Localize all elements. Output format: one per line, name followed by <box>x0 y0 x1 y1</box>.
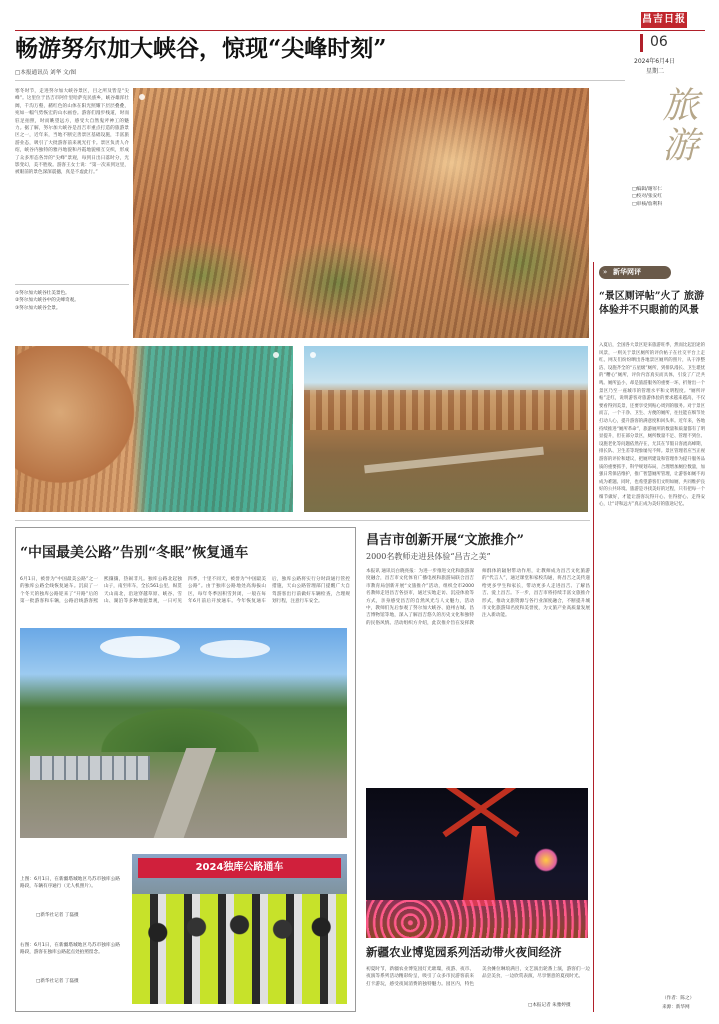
main-byline-rule <box>15 80 625 81</box>
photo-caption-2: ②努尔加大峡谷中的尖峰奇观。 <box>15 298 79 304</box>
editor-credits <box>632 186 698 208</box>
road-credit-top: □新华社记者 丁磊摄 <box>36 913 79 918</box>
main-photo-captions <box>15 290 129 312</box>
photo-number-marker <box>139 94 145 100</box>
culture-headline: 昌吉市创新开展“文旅推介” <box>366 533 524 548</box>
section-title: 旅游 <box>657 86 698 166</box>
culture-subheadline: 2000名教师走进县体验“昌吉之美” <box>366 552 491 561</box>
photo-caption-1: ①努尔加大峡谷壮美景色。 <box>15 291 70 296</box>
photo-number-marker <box>273 352 279 358</box>
sidebar-body: 入夏后，全国各大景区迎来旅游旺季，然而比起沿途的风景，一则关于景区厕所的评价帖子在社交平台上走红。网友们纷纷晒出各地景区厕所的照片，从干净整洁、设施齐全的“五星级”厕所，到排队漫长、卫生堪忧的“糟心”厕所，评价内容真实而具体，引发了广泛共鸣。厕所虽小，却是旅游服务的重要一环，折射出一个景区乃至一座城市的管理水平和文明程度。“厕所评帖”走红，说明游客对旅游体验的要求越来越高，不仅要看得到美景，还要享受到贴心周到的服务。对于景区而言，一个干净、卫生、方便的厕所，往往能在细节处打动人心，提升游客的满意度和回头率。近年来，各地持续推进“厕所革命”，旅游厕所的数量和质量都有了明显提升，但在部分景区，厕所数量不足、管理不到位、设施老化等问题依然存在，尤其在节假日客流高峰期，排长队、卫生差等现象屡见不鲜。景区管理者应当正视游客的评价和建议，把厕所建设和管理作为提升服务品质的重要抓手，科学规划布局，合理增加厕位数量，加强日常保洁维护，推广智慧厕所管理，让游客如厕不再成为难题。同时，也希望游客们文明如厕，共同维护良好的公共环境。旅游是寻找美好的过程，只有把每一个细节做好，才能让游客玩得开心、住得舒心、走得安心，让“诗和远方”真正成为美好的旅途记忆。 <box>599 343 705 508</box>
main-byline: □本报通讯员 刘华 文/图 <box>15 70 77 76</box>
riders-group <box>132 894 347 1004</box>
highway-strip <box>154 748 217 838</box>
main-caption-rule <box>15 284 129 285</box>
lower-section-rule <box>15 520 590 521</box>
road-caption-top: 上图：6月1日，在新疆塔城地区乌苏市独库公路路段，车辆有序通行（无人机照片）。 <box>20 877 120 890</box>
culture-article-body: 本报讯 通讯员白晓亮报：为进一步推进文化和旅游深度融合，昌吉市文化体育广播电视和旅游局联合昌吉市教育局创新开展“文旅推介”活动，组织全市2000名教师走进昌吉各县市，通过实地走访、沉浸体验等方式，亲身感受昌吉的自然风光与人文魅力，活动中，教师们先后参观了努尔加大峡谷、庭州古城、昌吉博物馆等地，深入了解昌吉悠久的历史文化和独特的民俗风情。活动组织方介绍，此次推介旨在发挥教师群体的辐射带动作用，让教师成为昌吉文化旅游的“代言人”，通过课堂和家校沟通，将昌吉之美传递给更多学生和家长，带动更多人走进昌吉、了解昌吉、爱上昌吉。下一步，昌吉市将持续丰富文旅推介形式，推动文旅资源与各行业深度融合，不断提升城市文化旅游知名度和美誉度，为文旅产业高质量发展注入新动能。 <box>366 569 590 626</box>
sidebar-source: 来源：新华网 <box>662 1005 690 1010</box>
windmill-tower <box>462 826 496 906</box>
issue-date: 2024年6月4日 <box>634 58 675 65</box>
night-article-body: 初夏时节，新疆农业博览园灯光璀璨，夜游、夜市、夜演等系列活动精彩纷呈，吸引了众多市民游客前来打卡游玩，感受夜间消费的独特魅力。园区内，特色美食摊位琳琅满目，文艺演出轮番上演，游客们一边品尝美食，一边欣赏表演，尽享惬意的夏夜时光。 <box>366 967 590 987</box>
road-headline: “中国最美公路”告别“冬眠”恢复通车 <box>20 545 249 561</box>
sidebar-author: （作者：陈之） <box>662 996 695 1001</box>
canyon-aerial-photo <box>133 88 589 338</box>
road-credit-bottom: □新华社记者 丁磊摄 <box>36 979 79 984</box>
editor-credit-editor: □编辑/谢军仁 <box>632 187 663 192</box>
flower-lights <box>366 900 588 938</box>
highway-buildings <box>30 756 150 780</box>
night-credit: □本报记者 朱雅婷摄 <box>528 1003 571 1008</box>
sidebar-kicker-icon: » <box>603 268 608 276</box>
road-article-body: 6月1日，被誉为“中国最美公路”之一的独库公路全线恢复通车。沉寂了一个冬天的独库公路迎来了“开路”后的第一批游客和车辆，公路沿线游客熙熙攘攘，热闹非凡。独库公路北起独山子，南至库车，全长561公里，纵贯天山南北，沿途穿越草原、峡谷、雪山、湖泊等多种地貌景观，一日可见四季，十里不同天，被誉为“中国最美公路”。由于独库公路地处高海拔山区，每年冬季因积雪封闭，一般在每年6月前后开放通车。今年恢复通车后，独库公路将实行分时段通行管控措施，天山公路管理部门提醒广大自驾游客出行前做好车辆检查，合理规划行程，注意行车安全。 <box>20 577 350 605</box>
main-headline: 畅游努尔加大峡谷，惊现“尖峰时刻” <box>15 35 387 62</box>
sidebar-kicker: 新华网评 <box>613 268 641 276</box>
green-mountain <box>50 662 310 752</box>
road-caption-bottom: 右图：6月1日，在新疆塔城地区乌苏市独库公路路段，游客在独库公路起点处拍照留念。 <box>20 943 120 956</box>
editor-credit-proofreader: □校对/张安红 <box>632 194 663 200</box>
night-headline: 新疆农业博览园系列活动带火夜间经济 <box>366 945 562 959</box>
windmill-night-photo <box>366 788 588 938</box>
photo-caption-3: ③努尔加大峡谷全景。 <box>15 305 61 311</box>
canyon-lake-photo <box>15 346 293 512</box>
motorcycle-riders-photo <box>132 854 347 1004</box>
panorama-valley-road <box>364 447 544 474</box>
paper-logo: 昌吉日报 <box>641 12 687 28</box>
page-number: 06 <box>650 34 668 50</box>
issue-weekday: 星期二 <box>646 68 665 75</box>
page-header-rule <box>15 30 705 31</box>
main-article-body: 寒冬时节，走进努尔加大峡谷景区，目之所及皆是“尖峰”。这里位于昌吉市阿什里哈萨克民族乡，峡谷雄浑壮阔，千沟万壑，赭红色的山体在阳光照耀下层层叠叠，宛如一幅气势恢宏的山水画卷。游客们漫步栈道，时而驻足拍照，时而眺望远方，感受大自然鬼斧神工的魅力。据了解，努尔加大峡谷是昌吉市重点打造的旅游景区之一，近年来，当地不断完善景区基础设施，丰富旅游业态，吸引了大批游客前来观光打卡。景区负责人介绍，峡谷内独特的雅丹地貌和丹霞地貌相互交织，形成了众多形态各异的“尖峰”景观，每到日出日落时分，光影变幻，美不胜收。游客王女士说：“第一次来到这里，被眼前的景色深深震撼，真是不虚此行。” <box>15 89 129 176</box>
panorama-ridge <box>304 390 588 430</box>
lake-shore-rock <box>15 346 165 512</box>
sky-cloud-left <box>100 636 180 658</box>
sky-cloud-right <box>200 640 270 658</box>
lantern-decoration <box>534 848 558 872</box>
photo-number-marker <box>310 352 316 358</box>
sidebar-headline: “景区厕评帖”火了 旅游体验并不只眼前的风景 <box>599 291 704 316</box>
sidebar-separator <box>593 262 594 1012</box>
canyon-panorama-photo <box>304 346 588 512</box>
mountain-road-photo <box>20 628 347 838</box>
editor-credit-reviewer: □审核/詹利科 <box>632 201 663 207</box>
event-banner-text: 2024独库公路通车 <box>195 862 284 873</box>
